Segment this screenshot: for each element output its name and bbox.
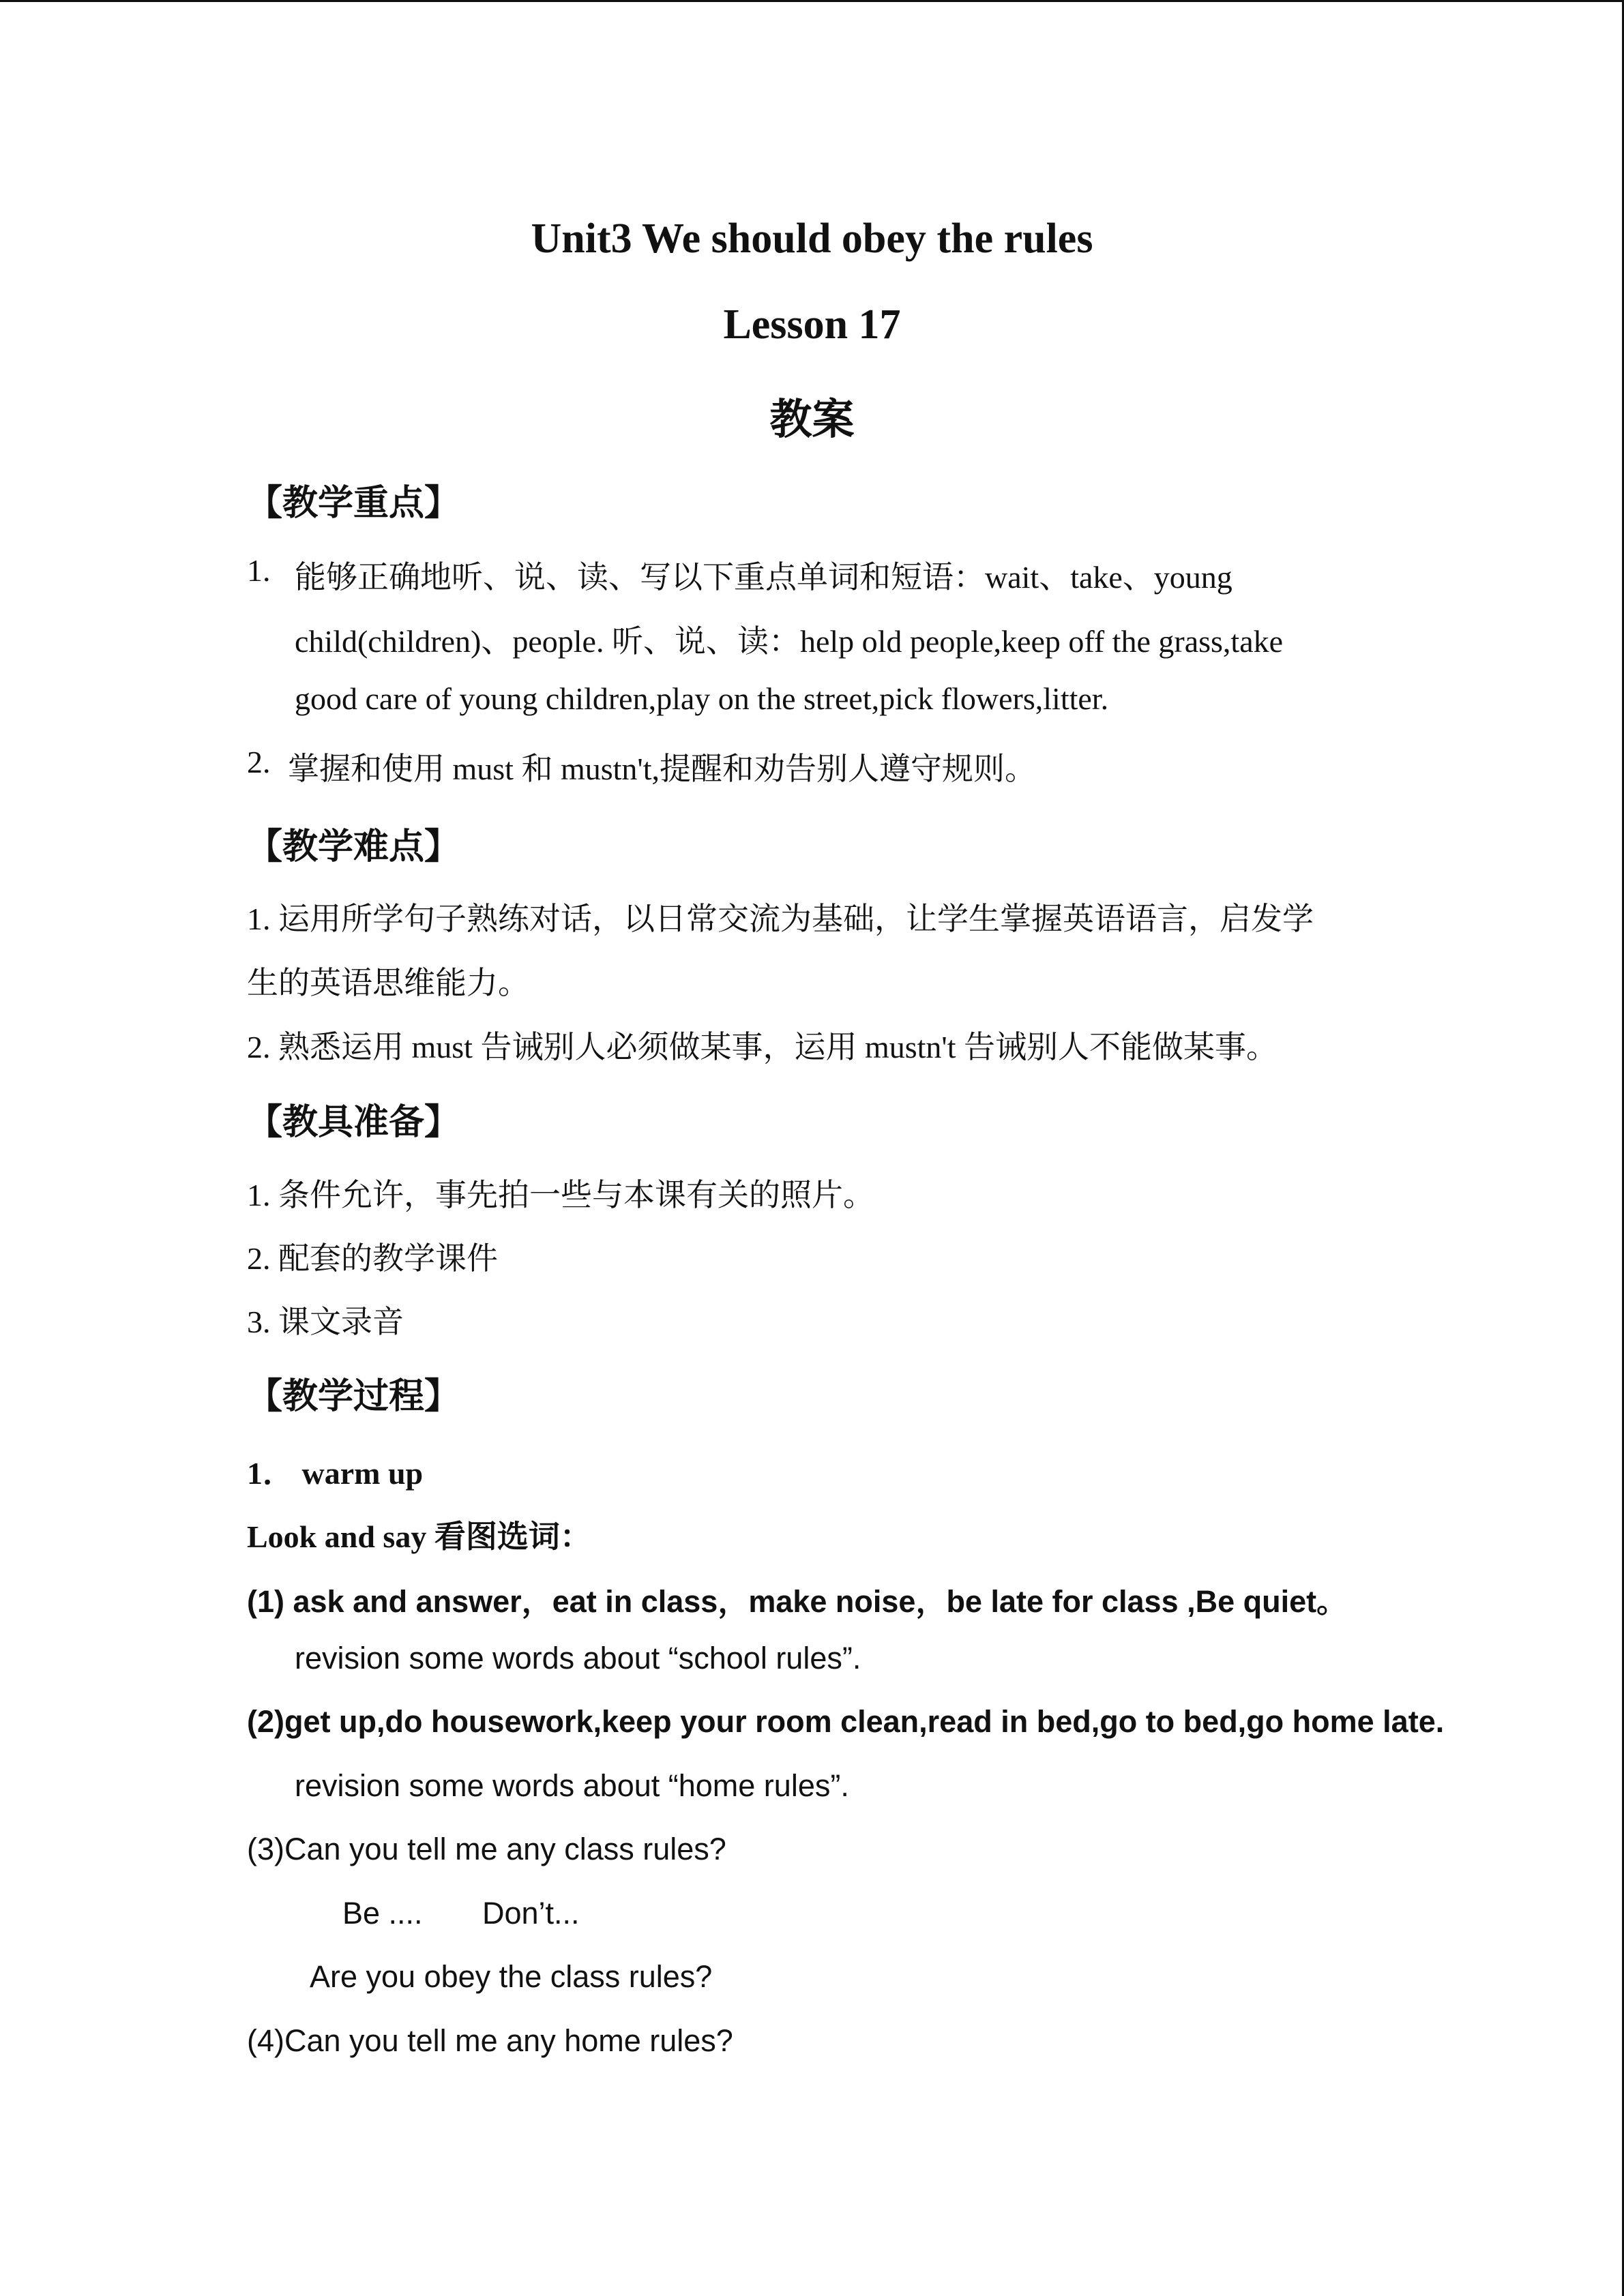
doc-type-title: 教案 xyxy=(769,397,855,443)
exercise-3-follow-up: Are you obey the class rules? xyxy=(310,1959,713,1994)
key-points-item1-line2: child(children)、people. 听、说、读：help old people,keep off the grass,take xyxy=(295,624,1284,659)
exercise-3-text: (3)Can you tell me any class rules? xyxy=(247,1832,726,1866)
difficult-points-item1-line1: 1. 运用所学句子熟练对话，以日常交流为基础，让学生掌握英语语言，启发学 xyxy=(247,901,1314,936)
teaching-process-heading: 【教学过程】 xyxy=(247,1377,460,1416)
exercise-1-note: revision some words about “school rules”. xyxy=(295,1641,861,1675)
teaching-aids-heading: 【教具准备】 xyxy=(247,1103,460,1142)
teaching-aids-item: 1. 条件允许，事先拍一些与本课有关的照片。 xyxy=(247,1178,874,1212)
exercise-1-text: (1) ask and answer，eat in class，make noise，be late for class ,Be quiet。 xyxy=(247,1584,1348,1619)
key-points-item2-number: 2. xyxy=(247,745,271,779)
key-points-item1-number: 1. xyxy=(247,553,271,588)
key-points-heading: 【教学重点】 xyxy=(247,484,460,523)
document-title: Unit3 We should obey the rules xyxy=(531,215,1093,262)
key-points-item1-line3: good care of young children,play on the street,pick flowers,litter. xyxy=(295,681,1109,716)
key-points-item1-line1: 能够正确地听、说、读、写以下重点单词和短语：wait、take、young xyxy=(295,560,1232,595)
teaching-aids-item: 2. 配套的教学课件 xyxy=(247,1241,498,1276)
warm-up-title: 1． warm up xyxy=(247,1456,424,1491)
exercise-2-note: revision some words about “home rules”. xyxy=(295,1768,849,1803)
exercise-4-text: (4)Can you tell me any home rules? xyxy=(247,2023,733,2058)
difficult-points-item1-line2: 生的英语思维能力。 xyxy=(247,966,529,1000)
teaching-aids-item: 3. 课文录音 xyxy=(247,1304,404,1339)
lesson-title: Lesson 17 xyxy=(723,301,901,348)
key-points-item2-text: 掌握和使用 must 和 mustn't,提醒和劝告别人遵守规则。 xyxy=(288,751,1036,786)
exercise-3-example-dont: Don’t... xyxy=(482,1896,580,1930)
difficult-points-item2: 2. 熟悉运用 must 告诫别人必须做某事，运用 mustn't 告诫别人不能做某事。 xyxy=(247,1030,1278,1064)
difficult-points-heading: 【教学难点】 xyxy=(247,828,460,867)
exercise-3-example-be: Be .... xyxy=(342,1896,423,1930)
look-and-say-label: Look and say 看图选词： xyxy=(247,1519,591,1554)
exercise-2-text: (2)get up,do housework,keep your room clean,read in bed,go to bed,go home late. xyxy=(247,1704,1445,1739)
